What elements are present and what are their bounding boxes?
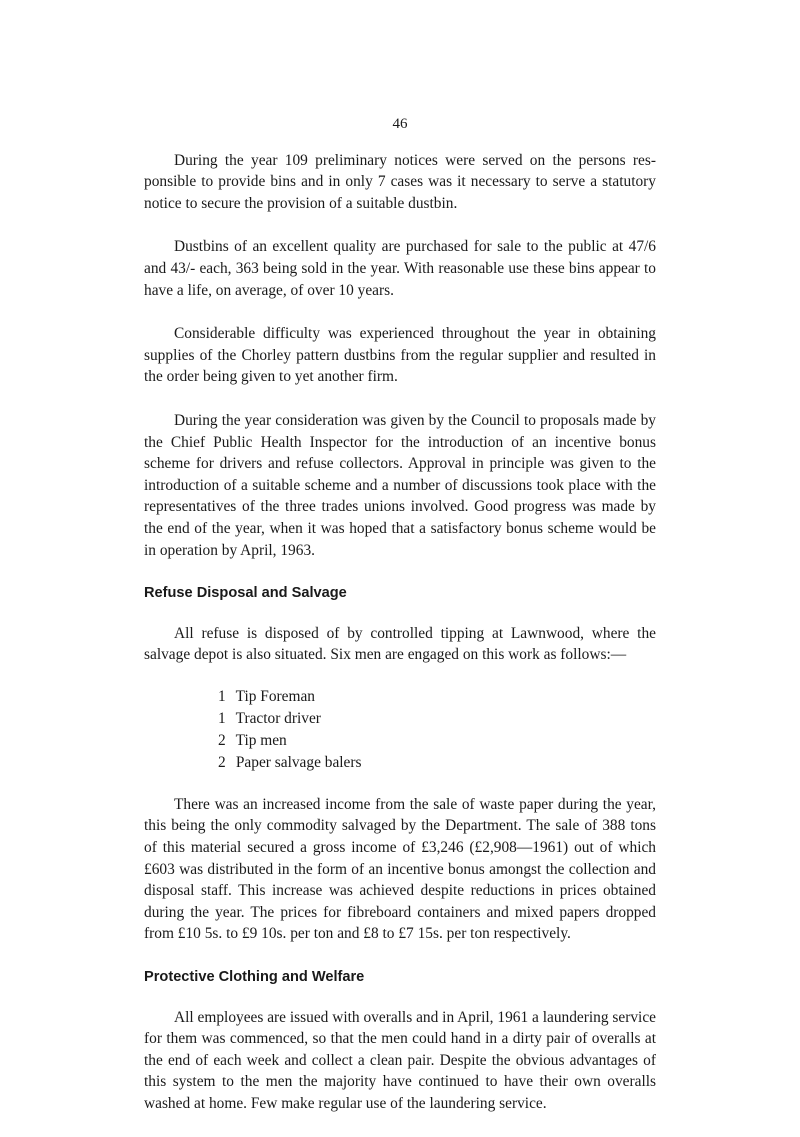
staff-list-item [218, 686, 656, 708]
paragraph-dustbin-sales: Dustbins of an excellent quality are purchased for sale to the public at 47/6 and 43/- each, 363 being sold in the year. With reasonable use these bins appear to have a life, on average, of over 10 years. [144, 238, 656, 299]
staff-count: 2 [218, 731, 226, 749]
paragraph-preliminary-notices: During the year 109 preliminary notices were served on the persons responsible to provide bins and in only 7 cases was it necessary to serve a statutory notice to secure the provision of a suitable dustbin. [144, 151, 656, 212]
heading-protective-clothing: Protective Clothing and Welfare [144, 969, 365, 986]
staff-role: Tip men [235, 731, 287, 749]
paragraph-laundering-service: All employees are issued with overalls and in April, 1961 a laundering service for them was commenced, so that the men could hand in a dirty pair of overalls at the end of each week and collect a clean pair. Despite the obvious advantages of this system to the men the majority have continued to have their own overalls washed at home. Few make regular use of the laundering service. [144, 1008, 656, 1112]
staff-count: 2 [218, 753, 226, 771]
staff-role: Tractor driver [235, 709, 321, 727]
staff-list [144, 686, 656, 774]
staff-role: Paper salvage balers [235, 753, 362, 771]
paragraph-refuse-intro: All refuse is disposed of by controlled tipping at Lawnwood, where the salvage depot is also situated. Six men are engaged on this work as follows:— [144, 624, 656, 664]
staff-count: 1 [218, 687, 226, 705]
paragraph-waste-paper-income: There was an increased income from the sale of waste paper during the year, this being the only commodity salvaged by the Department. The sale of 388 tons of this material secured a gross income of £3,246 (£2,908—1961) out of which £603 was distributed in the form of an incentive bonus amongst the collection and disposal staff. This increase was achieved despite reductions in prices obtained during the year. The prices for fibreboard containers and mixed papers dropped from £10 5s. to £9 10s. per ton and £8 to £7 15s. per ton respectively. [144, 795, 656, 943]
staff-list-item [218, 708, 656, 730]
staff-list-item [218, 752, 656, 774]
page-number: 46 [392, 116, 408, 132]
staff-role: Tip Foreman [235, 687, 315, 705]
paragraph-supply-difficulty: Considerable difficulty was experienced throughout the year in obtaining supplies of the Chorley pattern dustbins from the regular supplier and resulted in the order being given to yet another firm. [144, 325, 656, 386]
staff-count: 1 [218, 709, 226, 727]
staff-list-item [218, 730, 656, 752]
paragraph-bonus-scheme: During the year consideration was given by the Council to proposals made by the Chief Public Health Inspector for the introduction of an incentive bonus scheme for drivers and refuse collectors. Approval in principle was given to the introduction of a suitable scheme and a number of discussions took place with the representatives of the three trades unions involved. Good progress was made by the end of the year, when it was hoped that a satisfactory bonus scheme would be in operation by April, 1963. [144, 411, 656, 559]
heading-refuse-disposal: Refuse Disposal and Salvage [144, 585, 347, 602]
document-page [144, 114, 656, 1137]
